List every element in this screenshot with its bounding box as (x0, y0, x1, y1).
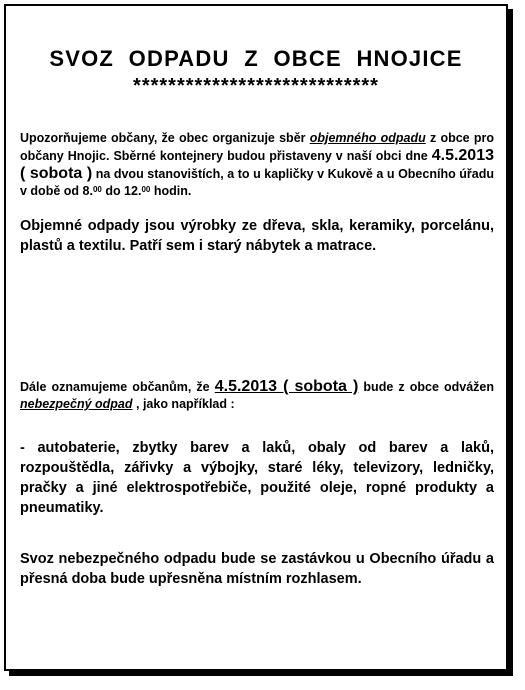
collection-date: 4.5.2013 ( sobota ) (20, 147, 494, 182)
p1-text-d: do 12. (101, 184, 142, 198)
hazardous-waste-term: nebezpečný odpad (20, 397, 133, 411)
p3-text-c: , jako například : (132, 397, 235, 411)
paragraph-hazardous-waste-notice (20, 378, 494, 413)
page-title: SVOZ ODPADU Z OBCE HNOJICE (49, 46, 463, 71)
bulky-waste-term: objemného odpadu (309, 131, 426, 145)
p1-text-a: Upozorňujeme občany, že obec organizuje sběr (20, 131, 310, 145)
p3-text-a: Dále oznamujeme občanům, že (20, 380, 215, 394)
end-time-minutes: 00 (141, 185, 151, 194)
hazardous-waste-list: - autobaterie, zbytky barev a laků, obaly od barev a laků, rozpouštědla, zářivky a výbojky, staré léky, televizory, ledničky, pračky a jiné elektrospotřebiče, použité oleje, ropné produkty a pneumatiky. (20, 440, 494, 516)
p1-text-b: z obce pro občany Hnojic. Sběrné kontejnery budou přistaveny v naší obci dne (20, 131, 494, 163)
paragraph-collection-stop: Svoz nebezpečného odpadu bude se zastávkou u Obecního úřadu a přesná doba bude upřesněna místním rozhlasem. (20, 551, 494, 587)
p1-text-e: hodin. (150, 184, 192, 198)
paragraph-bulky-waste-notice (20, 130, 494, 200)
hazardous-collection-date: 4.5.2013 ( sobota ) (214, 378, 359, 395)
notice-frame (4, 4, 508, 671)
paragraph-bulky-waste-definition: Objemné odpady jsou výrobky ze dřeva, skla, keramiky, porcelánu, plastů a textilu. Patří sem i starý nábytek a matrace. (20, 218, 494, 254)
p1-text-c: na dvou stanovištích, a to u kapličky v Kukově a u Obecního úřadu v době od 8. (20, 167, 494, 198)
asterisk-divider: **************************** (133, 75, 379, 97)
start-time-minutes: 00 (92, 185, 102, 194)
p3-text-b: bude z obce odvážen (358, 380, 495, 394)
